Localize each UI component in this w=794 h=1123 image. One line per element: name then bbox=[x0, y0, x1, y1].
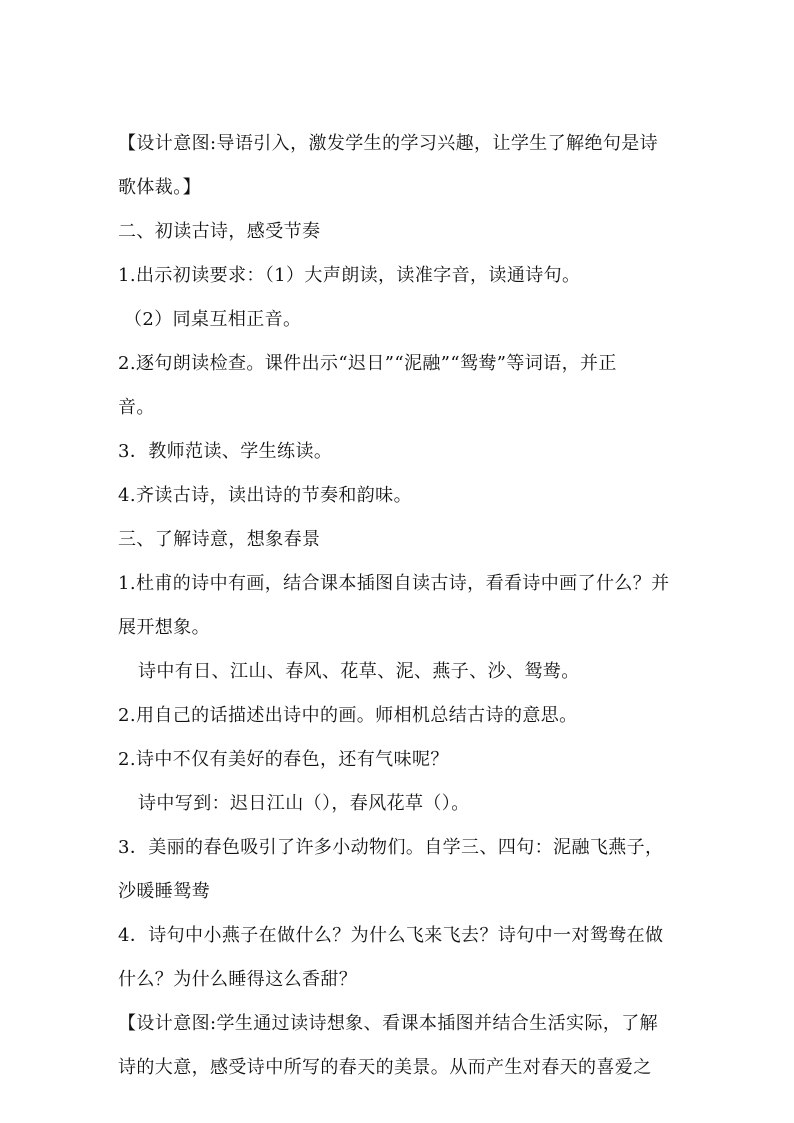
item-4-line-1: 4．诗句中小燕子在做什么？为什么飞来飞去？诗句中一对鸳鸯在做 bbox=[118, 925, 664, 946]
design-intent-2-line-1: 【设计意图:学生通过读诗想象、看课本插图并结合生活实际，了解 bbox=[118, 1013, 659, 1034]
poem-fill-blank-line: 诗中写到：迟日江山（），春风花草（）。 bbox=[138, 793, 470, 814]
item-1-line-2: 展开想象。 bbox=[118, 617, 210, 638]
step-2-line-1: 2.逐句朗读检查。课件出示“迟日”“泥融”“鸳鸯”等词语，并正 bbox=[118, 353, 617, 374]
design-intent-2-line-2: 诗的大意，感受诗中所写的春天的美景。从而产生对春天的喜爱之 bbox=[118, 1057, 652, 1078]
design-intent-line-1: 【设计意图:导语引入，激发学生的学习兴趣，让学生了解绝句是诗 bbox=[118, 133, 659, 154]
step-1-line: 1.出示初读要求：（1）大声朗读，读准字音，读通诗句。 bbox=[118, 265, 581, 286]
step-4-line: 4.齐读古诗，读出诗的节奏和韵味。 bbox=[118, 485, 412, 506]
step-2-line-2: 音。 bbox=[118, 397, 155, 418]
item-3-line-2: 沙暖睡鸳鸯 bbox=[118, 881, 210, 902]
section-heading-3: 三、了解诗意，想象春景 bbox=[118, 529, 321, 550]
item-4-line-2: 什么？为什么睡得这么香甜？ bbox=[118, 969, 358, 990]
item-2b-line: 2.诗中不仅有美好的春色，还有气味呢？ bbox=[118, 749, 449, 770]
design-intent-line-2: 歌体裁。】 bbox=[118, 177, 201, 198]
item-1-line-1: 1.杜甫的诗中有画，结合课本插图自读古诗，看看诗中画了什么？并 bbox=[118, 573, 670, 594]
section-heading-2: 二、初读古诗，感受节奏 bbox=[118, 221, 321, 242]
step-1-subline: （2）同桌互相正音。 bbox=[124, 309, 302, 330]
item-2-line: 2.用自己的话描述出诗中的画。师相机总结古诗的意思。 bbox=[118, 705, 578, 726]
poem-elements-line: 诗中有日、江山、春风、花草、泥、燕子、沙、鸳鸯。 bbox=[138, 661, 580, 682]
step-3-line: 3．教师范读、学生练读。 bbox=[118, 441, 333, 462]
item-3-line-1: 3．美丽的春色吸引了许多小动物们。自学三、四句：泥融飞燕子， bbox=[118, 837, 664, 858]
